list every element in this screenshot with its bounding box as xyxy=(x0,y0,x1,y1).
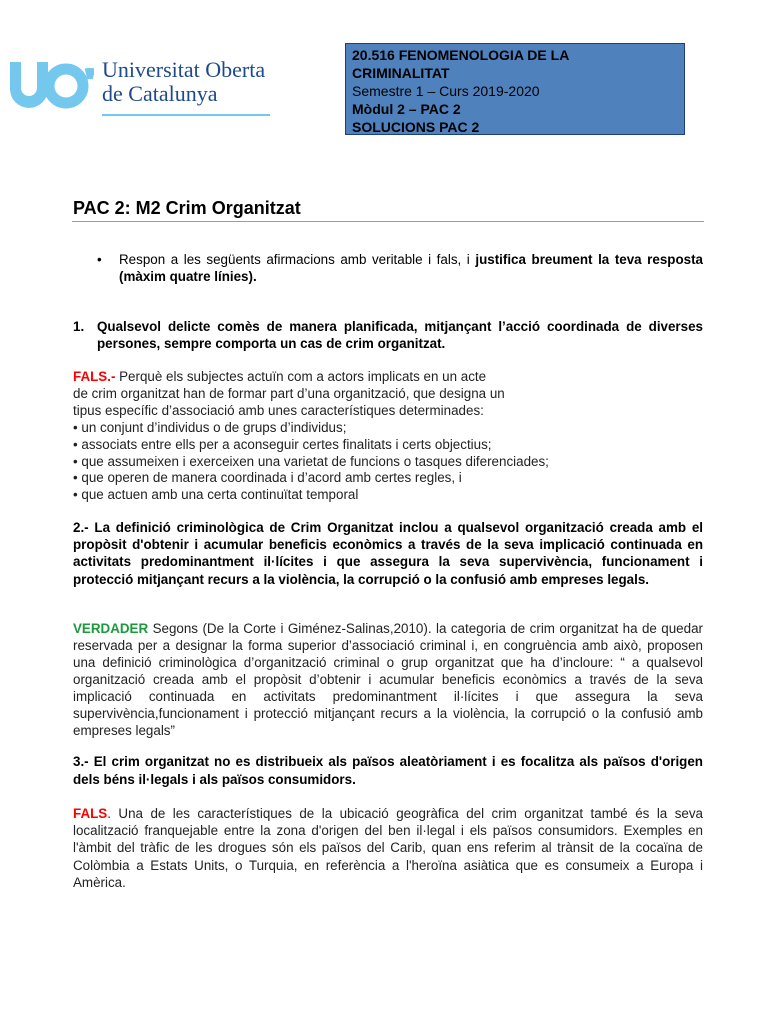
course-name-line: CRIMINALITAT xyxy=(352,65,450,81)
answer-2 xyxy=(73,620,703,739)
question-3-text: 3.- El crim organitzat no es distribueix als països aleatòriament i es focalitza als països d'origen dels béns il·legals i als països consumidors. xyxy=(73,754,703,787)
question-1 xyxy=(73,318,703,352)
answer-1 xyxy=(73,369,703,504)
solutions-line: SOLUCIONS PAC 2 xyxy=(352,119,480,135)
question-1-number: 1. xyxy=(73,319,85,334)
instruction-item xyxy=(97,251,703,285)
list-item: • que assumeixen i exerceixen una varietat de funcions o tasques diferenciades; xyxy=(73,453,549,469)
instruction-plain: Respon a les següents afirmacions amb veritable i fals, i xyxy=(119,252,476,267)
answer-3-text: . Una de les característiques de la ubicació geogràfica del crim organitzat també és la seva localització franquejable entre la zona d'origen del ben il·legal i els països consumidors. Exemples en l'àmbit del tràfic de les drogues són els països del Carib, quan ens referim al trànsit de la cocaïna de Colòmbia a Estats Units, o Turquia, en referència a l'heroïna asiàtica que es consumeix a Europa i Amèrica. xyxy=(73,806,703,890)
answer-3 xyxy=(73,805,703,891)
question-1-text: Qualsevol delicte comès de manera planificada, mitjançant l’acció coordinada de diverses persones, sempre comporta un cas de crim organitzat. xyxy=(97,319,703,351)
title-rule xyxy=(72,221,704,222)
answer-3-verdict: FALS xyxy=(73,806,108,821)
answer-1-line: tipus específic d’associació amb unes característiques determinades: xyxy=(73,402,484,418)
list-item: • que operen de manera coordinada i d’acord amb certes regles, i xyxy=(73,470,462,486)
logo-letter-u xyxy=(10,62,48,108)
answer-1-line-text: Perquè els subjectes actuïn com a actors implicats en un acte xyxy=(115,369,487,384)
answer-1-list xyxy=(73,420,703,505)
logo-line-2: de Catalunya xyxy=(102,81,218,106)
uoc-wordmark-graphic xyxy=(8,56,94,114)
module-line: Mòdul 2 – PAC 2 xyxy=(352,101,461,117)
bullet-icon: • xyxy=(97,252,102,267)
question-2-text: 2.- La definició criminològica de Crim Organitzat inclou a qualsevol organització creada amb el propòsit d'obtenir i acumular beneficis econòmics a través de la seva implicació continuada en activitats predominantment il·lícites i que assegura la seva supervivència, funcionament i protecció mitjançant recurs a la violència, la corrupció o la confusió amb empreses legals. xyxy=(73,520,703,587)
logo-line-1: Universitat Oberta xyxy=(102,57,266,82)
logo-letter-o xyxy=(49,69,83,103)
answer-2-verdict: VERDADER xyxy=(73,621,149,636)
list-item: • un conjunt d’individus o de grups d’individus; xyxy=(73,419,347,435)
answer-1-line: de crim organitzat han de formar part d’una organització, que designa un xyxy=(73,385,505,401)
instruction-bold: justifica breument la teva resposta (màxim quatre línies). xyxy=(119,252,703,284)
course-header-box xyxy=(345,43,685,135)
uoc-logo xyxy=(6,54,272,120)
page-title: PAC 2: M2 Crim Organitzat xyxy=(73,198,301,218)
answer-2-text: Segons (De la Corte i Giménez-Salinas,2010). la categoria de crim organitzat ha de quedar reservada per a designar la forma superior d’associació criminal i, en congruència amb això, proposen una definició criminològica d’organització criminal o grup organitzat que ha d’incloure: “ a qualsevol organització creada amb el propòsit d’obtenir i acumular beneficis econòmics a través de la seva implicació continuada en activitats predominantment il·lícites i que assegura la seva supervivència,funcionament i protecció mitjançant recurs a la violència, la corrupció o la confusió amb empreses legals” xyxy=(73,621,703,738)
list-item: • que actuen amb una certa continuïtat temporal xyxy=(73,487,359,503)
instruction-text xyxy=(119,251,703,285)
answer-1-line xyxy=(73,369,703,386)
logo-text xyxy=(102,58,265,106)
semester-line: Semestre 1 – Curs 2019-2020 xyxy=(352,83,540,99)
course-code-line: 20.516 FENOMENOLOGIA DE LA xyxy=(352,47,570,63)
logo-underline xyxy=(102,114,270,116)
list-item: • associats entre ells per a aconseguir certes finalitats i certs objectius; xyxy=(73,436,492,452)
answer-1-verdict: FALS.- xyxy=(73,369,116,384)
